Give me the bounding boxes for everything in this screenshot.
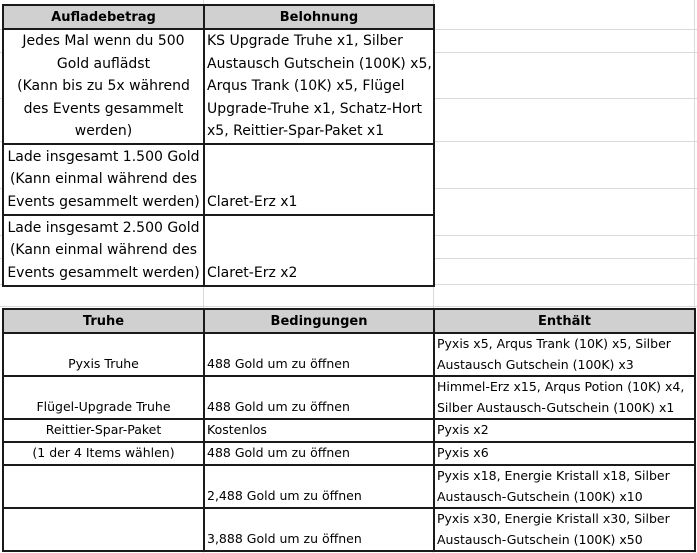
header-conditions: Bedingungen <box>204 309 434 333</box>
amount-line: werden) <box>74 123 133 140</box>
table-row <box>3 333 695 376</box>
reward-cell <box>204 215 434 286</box>
amount-line: Jedes Mal wenn du 500 <box>22 33 185 49</box>
table-header-row <box>3 5 434 29</box>
amount-line: des Events gesammelt <box>23 100 184 117</box>
contents-line: Pyxis x5, Arqus Trank (10K) x5, Silber <box>437 336 671 351</box>
chest-note-cell: (1 der 4 Items wählen) <box>3 442 204 465</box>
condition-cell: Kostenlos <box>204 419 434 442</box>
empty-cell <box>3 465 204 508</box>
table-row <box>3 144 434 215</box>
empty-cell <box>3 508 204 551</box>
amount-line: (Kann einmal während des <box>9 171 198 188</box>
condition-cell: 488 Gold um zu öffnen <box>204 333 434 376</box>
contents-cell: Pyxis x2 <box>434 419 695 442</box>
header-amount: Aufladebetrag <box>3 5 204 29</box>
reward-line: Claret-Erz x2 <box>207 265 298 282</box>
reward-line: Claret-Erz x1 <box>207 194 298 211</box>
amount-line: Gold auflädst <box>56 55 151 72</box>
contents-line: Silber Austausch-Gutschein (100K) x1 <box>437 399 675 415</box>
reward-cell <box>204 144 434 215</box>
table-row <box>3 29 434 144</box>
contents-cell <box>434 465 695 508</box>
amount-line: Events gesammelt werden) <box>7 264 200 281</box>
chest-name-cell: Reittier-Spar-Paket <box>3 419 204 442</box>
amount-cell <box>3 29 204 144</box>
condition-cell: 488 Gold um zu öffnen <box>204 442 434 465</box>
amount-line: (Kann bis zu 5x während <box>17 78 190 95</box>
recharge-reward-table <box>2 4 435 287</box>
chest-table <box>2 308 696 552</box>
amount-line: (Kann einmal während des <box>9 242 198 259</box>
contents-cell <box>434 333 695 376</box>
header-chest: Truhe <box>3 309 204 333</box>
table-row <box>3 419 695 442</box>
reward-line: Austausch Gutschein (100K) x5, <box>207 55 432 72</box>
table-header-row <box>3 309 695 333</box>
header-contents: Enthält <box>434 309 695 333</box>
condition-cell: 488 Gold um zu öffnen <box>204 376 434 419</box>
contents-cell: Pyxis x6 <box>434 442 695 465</box>
reward-line: x5, Reittier-Spar-Paket x1 <box>207 123 385 140</box>
contents-line: Pyxis x18, Energie Kristall x18, Silber <box>437 468 670 483</box>
table-row <box>3 442 695 465</box>
table-row <box>3 215 434 286</box>
contents-line: Austausch-Gutschein (100K) x10 <box>437 488 643 504</box>
contents-line: Pyxis x30, Energie Kristall x30, Silber <box>437 511 670 526</box>
amount-line: Lade insgesamt 2.500 Gold <box>7 219 200 236</box>
contents-line: Austausch-Gutschein (100K) x50 <box>437 531 643 547</box>
amount-line: Events gesammelt werden) <box>7 193 200 210</box>
chest-name-cell: Flügel-Upgrade Truhe <box>3 376 204 419</box>
reward-line: KS Upgrade Truhe x1, Silber <box>207 33 403 49</box>
table-row <box>3 508 695 551</box>
chest-name-cell: Pyxis Truhe <box>3 333 204 376</box>
condition-cell: 2,488 Gold um zu öffnen <box>204 465 434 508</box>
condition-cell: 3,888 Gold um zu öffnen <box>204 508 434 551</box>
contents-line: Austausch Gutschein (100K) x3 <box>437 356 634 372</box>
reward-line: Arqus Trank (10K) x5, Flügel <box>207 78 405 95</box>
amount-cell <box>3 215 204 286</box>
reward-cell <box>204 29 434 144</box>
table-row <box>3 465 695 508</box>
header-reward: Belohnung <box>204 5 434 29</box>
amount-line: Lade insgesamt 1.500 Gold <box>7 148 200 165</box>
reward-line: Upgrade-Truhe x1, Schatz-Hort <box>207 100 423 117</box>
amount-cell <box>3 144 204 215</box>
contents-cell <box>434 376 695 419</box>
contents-line: Himmel-Erz x15, Arqus Potion (10K) x4, <box>437 379 685 394</box>
table-row <box>3 376 695 419</box>
contents-cell <box>434 508 695 551</box>
